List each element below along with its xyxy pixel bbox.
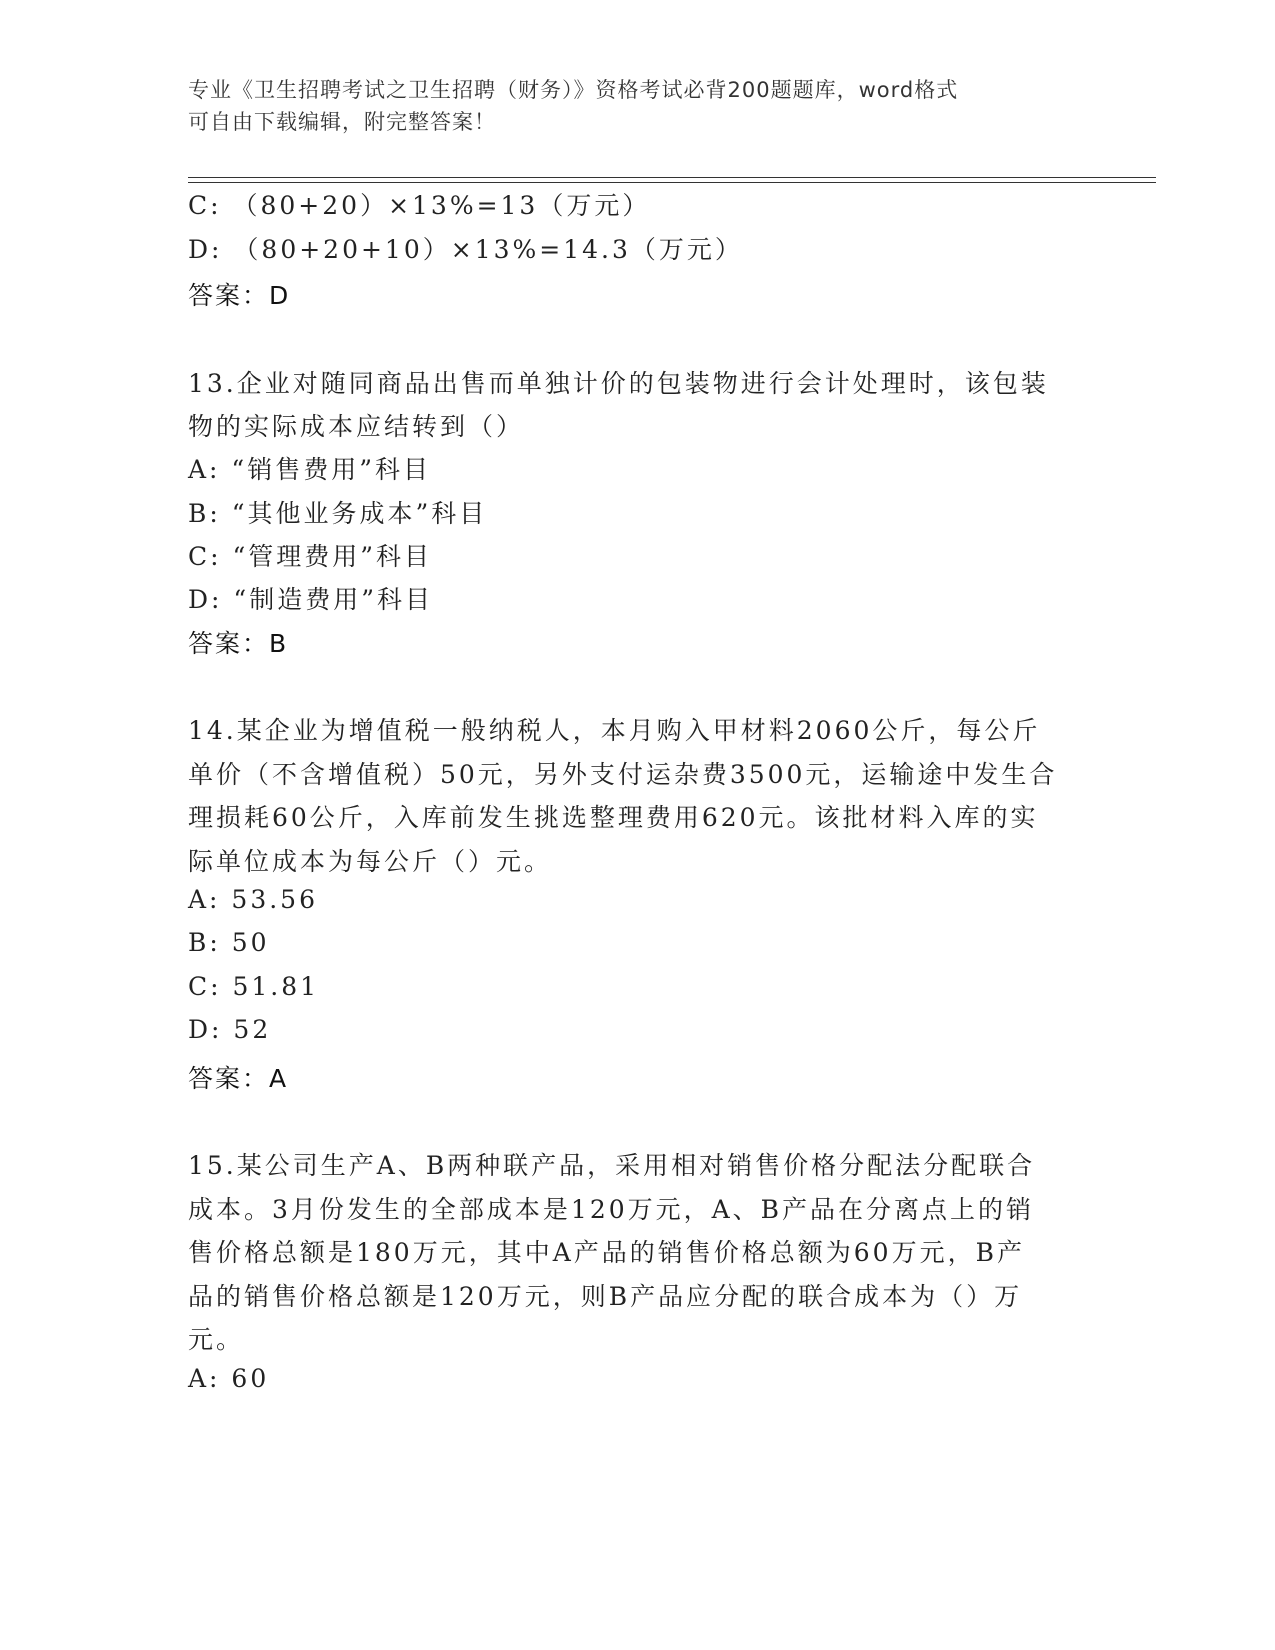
q15-stem-line-4: 品的销售价格总额是120万元，则B产品应分配的联合成本为（）万 [188, 1282, 1023, 1311]
page-header [188, 74, 1068, 138]
q15-stem-line-5: 元。 [188, 1325, 245, 1354]
q15-stem-line-3: 售价格总额是180万元，其中A产品的销售价格总额为60万元，B产 [188, 1238, 1025, 1267]
q14-option-a: A: 53.56 [188, 885, 318, 914]
header-title-line-1: 专业《卫生招聘考试之卫生招聘（财务）》资格考试必背200题题库，word格式 [188, 78, 959, 102]
q13-stem-line-2: 物的实际成本应结转到（） [188, 412, 525, 441]
q15-stem-line-1: 15.某公司生产A、B两种联产品，采用相对销售价格分配法分配联合 [188, 1151, 1036, 1180]
q13-stem-line-1: 13.企业对随同商品出售而单独计价的包装物进行会计处理时，该包装 [188, 369, 1049, 398]
q14-option-d: D: 52 [188, 1015, 272, 1044]
q12-option-c: C: （80+20）×13%=13（万元） [188, 191, 651, 220]
q14-stem-line-2: 单价（不含增值税）50元，另外支付运杂费3500元，运输途中发生合 [188, 760, 1058, 789]
header-divider-bottom [188, 182, 1156, 183]
q14-option-c: C: 51.81 [188, 972, 320, 1001]
q15-stem-line-2: 成本。3月份发生的全部成本是120万元，A、B产品在分离点上的销 [188, 1195, 1035, 1224]
q14-stem-line-3: 理损耗60公斤，入库前发生挑选整理费用620元。该批材料入库的实 [188, 803, 1039, 832]
q14-stem-line-1: 14.某企业为增值税一般纳税人，本月购入甲材料2060公斤，每公斤 [188, 716, 1041, 745]
q14-answer: 答案：A [188, 1064, 289, 1093]
q13-answer: 答案：B [188, 629, 289, 658]
header-title-line-2: 可自由下载编辑，附完整答案！ [188, 110, 496, 134]
header-divider-top [188, 177, 1156, 178]
q12-option-d: D: （80+20+10）×13%=14.3（万元） [188, 235, 743, 264]
q13-option-c: C: “管理费用”科目 [188, 542, 433, 571]
q13-option-a: A: “销售费用”科目 [188, 455, 431, 484]
q13-option-d: D: “制造费用”科目 [188, 585, 433, 614]
q13-option-b: B: “其他业务成本”科目 [188, 499, 488, 528]
q15-option-a: A: 60 [188, 1364, 270, 1393]
q12-answer: 答案：D [188, 281, 291, 310]
q14-stem-line-4: 际单位成本为每公斤（）元。 [188, 847, 553, 876]
q14-option-b: B: 50 [188, 928, 270, 957]
